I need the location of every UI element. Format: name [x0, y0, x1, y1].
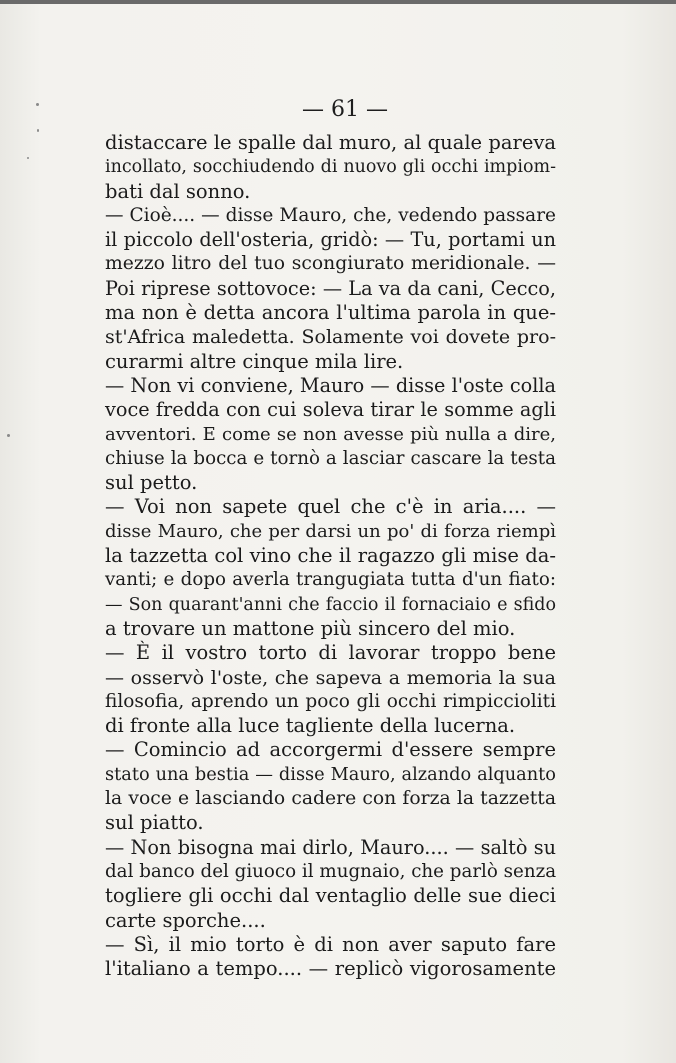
text-line: curarmi altre cinque mila lire. — [105, 349, 404, 373]
text-line: — Non bisogna mai dirlo, Mauro.... — saltò su — [105, 835, 556, 859]
text-line: voce fredda con cui soleva tirar le somme agli — [105, 398, 556, 422]
text-line: — Cioè.... — disse Mauro, che, vedendo passare — [105, 204, 556, 226]
text-line: sul petto. — [105, 471, 198, 495]
page-top-edge — [0, 0, 676, 4]
text-line: — Voi non sapete quel che c'è in aria.... — — [105, 495, 556, 519]
text-line: l'italiano a tempo.... — replicò vigorosamente — [105, 957, 556, 981]
text-line: dal banco del giuoco il mugnaio, che parlò senza — [105, 860, 557, 882]
text-line: stato una bestia — disse Mauro, alzando alquanto — [105, 764, 556, 785]
text-line: incollato, socchiudendo di nuovo gli occhi impiom- — [105, 157, 556, 178]
text-line: Poi riprese sottovoce: — La va da cani, Cecco, — [105, 276, 556, 300]
text-line: disse Mauro, che per darsi un po' di forza riempì — [105, 520, 556, 542]
text-line: la voce e lasciando cadere con forza la tazzetta — [105, 788, 556, 810]
text-line: mezzo litro del tuo scongiurato meridionale. — — [105, 253, 556, 275]
ink-speck — [7, 434, 10, 437]
text-line: a trovare un mattone più sincero del mio. — [105, 616, 516, 640]
text-line: st'Africa maledetta. Solamente voi dovete pro- — [105, 326, 556, 349]
text-line: distaccare le spalle dal muro, al quale pareva — [105, 131, 556, 154]
ink-speck — [37, 129, 39, 132]
text-line: il piccolo dell'osteria, gridò: — Tu, portami un — [105, 228, 556, 252]
text-line: la tazzetta col vino che il ragazzo gli mise da- — [105, 544, 556, 568]
text-line: vanti; e dopo averla trangugiata tutta d'un fiato: — [105, 569, 556, 591]
text-line: — È il vostro torto di lavorar troppo bene — [105, 641, 556, 665]
text-line: — Son quarant'anni che faccio il fornaciaio e sfido — [105, 594, 556, 615]
text-line: ma non è detta ancora l'ultima parola in que- — [105, 301, 556, 325]
ink-speck — [27, 157, 29, 159]
text-line: sul piatto. — [105, 811, 204, 835]
text-line: — Sì, il mio torto è di non aver saputo fare — [105, 932, 556, 956]
text-line: — Non vi conviene, Mauro — disse l'oste colla — [105, 373, 556, 397]
text-line: — osservò l'oste, che sapeva a memoria la sua — [105, 666, 556, 689]
text-line: — Comincio ad accorgermi d'essere sempre — [105, 738, 556, 762]
text-line: carte sporche.... — [105, 908, 266, 932]
body-text — [105, 131, 556, 981]
page-number: — 61 — — [302, 97, 388, 122]
text-line: di fronte alla luce tagliente della lucerna. — [105, 714, 516, 738]
text-line: chiuse la bocca e tornò a lasciar cascare la testa — [105, 447, 556, 469]
text-line: filosofia, aprendo un poco gli occhi rimpiccioliti — [105, 690, 556, 712]
text-line: togliere gli occhi dal ventaglio delle sue dieci — [105, 884, 556, 908]
text-line: bati dal sonno. — [105, 179, 251, 203]
ink-speck — [36, 103, 39, 106]
text-line: avventori. E come se non avesse più nulla a dire, — [105, 423, 556, 445]
